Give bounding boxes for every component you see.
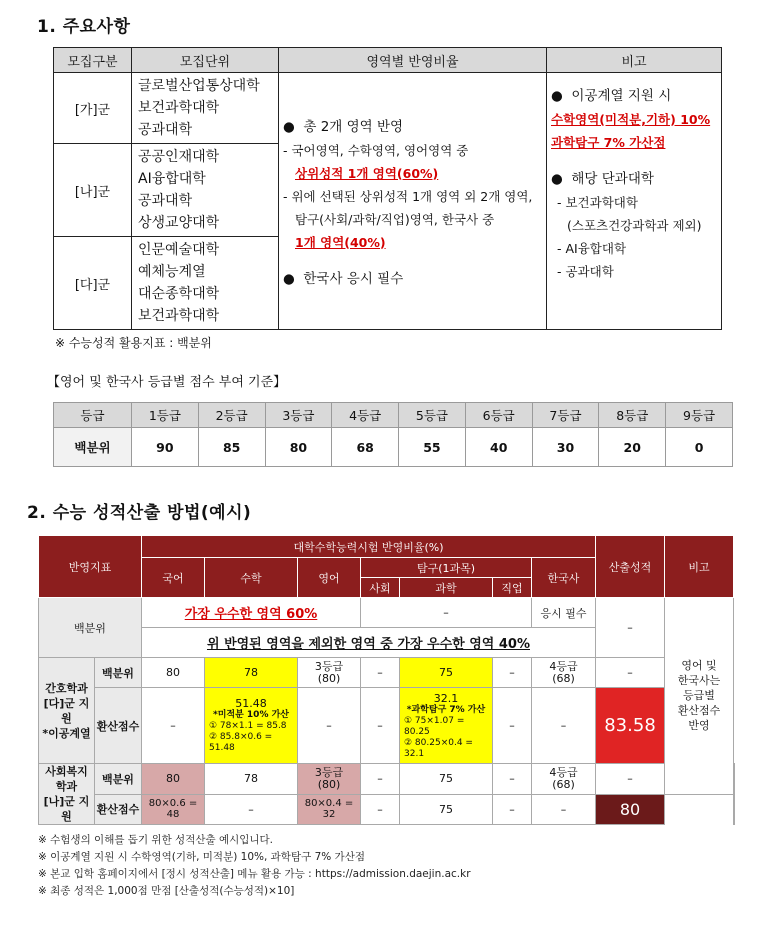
units-da: 인문예술대학 예체능계열 대순종학대학 보건과학대학 [132, 237, 279, 330]
header-group: 모집구분 [54, 48, 132, 73]
w-math: 78 [205, 764, 298, 795]
calc-table [38, 535, 735, 825]
n-hist: 4등급 (68) [532, 658, 596, 688]
units-ga: 글로벌산업통상대학 보건과학대학 공과대학 [132, 73, 279, 144]
grade-table [53, 402, 733, 467]
footnote-1: ※ 수험생의 이해를 돕기 위한 성적산출 예시입니다. [38, 834, 274, 846]
group-ga: [가]군 [54, 73, 132, 144]
nursing-label: 간호학과 [다]군 지원 *이공계열 [39, 658, 95, 764]
rate-cell: ● 총 2개 영역 반영 - 국어영역, 수학영역, 영어영역 중 상위성적 1개 영역(60%) - 위에 선택된 상위성적 1개 영역 외 2개 영역, 탐구(사회/과학/직업)영역, 한국사 중 1개 영역(40%) ● 한국사 응시 필수 [279, 73, 547, 330]
grade-value-4: 68 [332, 428, 399, 467]
footnote-2: ※ 이공계열 지원 시 수학영역(기하, 미적분) 10%, 과학탐구 7% 가산점 [38, 851, 365, 863]
w-eng-conv: 80×0.4 = 32 [298, 794, 361, 825]
history-req: 응시 필수 [532, 598, 596, 628]
n-eng-conv: – [298, 688, 361, 764]
h-korean: 국어 [142, 558, 205, 598]
w-pct-result: – [596, 764, 665, 795]
w-sci: 75 [400, 764, 493, 795]
w-social: – [361, 764, 400, 795]
n-kor-conv: – [142, 688, 205, 764]
section2-footnotes [38, 832, 471, 900]
w-math-conv: – [205, 794, 298, 825]
n-math-conv: 51.48 *미적분 10% 가산 ① 78×1.1 = 85.8 ② 85.8×0.6 = 51.48 [205, 688, 298, 764]
w-result: 80 [596, 794, 665, 825]
n-job-conv: – [493, 688, 532, 764]
note-cell: ● 이공계열 지원 시 수학영역(미적분,기하) 10% 과학탐구 7% 가산점 ● 해당 단과대학 - 보건과학대학 (스포츠건강과학과 제외) - AI융합대학 - 공과대학 [547, 73, 722, 330]
grades-title: 【영어 및 한국사 등급별 점수 부여 기준】 [47, 375, 287, 390]
grade-level-6: 6등급 [465, 403, 532, 428]
n-sci: 75 [400, 658, 493, 688]
grade-level-5: 5등급 [399, 403, 466, 428]
grade-value-5: 55 [399, 428, 466, 467]
section1-footnote: ※ 수능성적 활용지표 : 백분위 [55, 336, 212, 350]
welfare-label: 사회복지 학과 [나]군 지원 [39, 764, 95, 825]
h-history: 한국사 [532, 558, 596, 598]
grade-header: 등급 [54, 403, 132, 428]
best60: 가장 우수한 영역 60% [142, 598, 361, 628]
w-eng: 3등급 (80) [298, 764, 361, 795]
w-hist: 4등급 (68) [532, 764, 596, 795]
n-job: – [493, 658, 532, 688]
grade-value-9: 0 [666, 428, 733, 467]
best60-dash: – [361, 598, 532, 628]
section2-title: 2. 수능 성적산출 방법(예시) [27, 503, 252, 523]
h-note: 비고 [665, 536, 734, 598]
n-hist-conv: – [532, 688, 596, 764]
pct-result-dash: – [596, 598, 665, 658]
section1-title: 1. 주요사항 [37, 17, 131, 37]
grade-value-6: 40 [465, 428, 532, 467]
grade-value-8: 20 [599, 428, 666, 467]
note-text: 영어 및 한국사는 등급별 환산점수 반영 [665, 598, 734, 795]
welfare-pct-label: 백분위 [95, 764, 142, 795]
header-note: 비고 [547, 48, 722, 73]
grade-level-2: 2등급 [198, 403, 265, 428]
grade-level-8: 8등급 [599, 403, 666, 428]
grade-level-7: 7등급 [532, 403, 599, 428]
n-kor: 80 [142, 658, 205, 688]
h-inquiry: 탐구(1과목) [361, 558, 532, 578]
grade-value-2: 85 [198, 428, 265, 467]
nursing-conv-label: 환산점수 [95, 688, 142, 764]
w-hist-conv: – [532, 794, 596, 825]
h-math: 수학 [205, 558, 298, 598]
h-social: 사회 [361, 578, 400, 598]
w-job-conv: – [493, 794, 532, 825]
best40: 위 반영된 영역을 제외한 영역 중 가장 우수한 영역 40% [142, 628, 596, 658]
n-social: – [361, 658, 400, 688]
w-note-empty [734, 764, 735, 825]
main-info-table [53, 47, 722, 330]
grade-level-3: 3등급 [265, 403, 332, 428]
group-na: [나]군 [54, 144, 132, 237]
footnote-3: ※ 본교 입학 홈페이지에서 [정시 성적산출] 메뉴 활용 가능 : https://admission.daejin.ac.kr [38, 868, 471, 880]
grade-level-9: 9등급 [666, 403, 733, 428]
grade-value-1: 90 [132, 428, 199, 467]
welfare-conv-label: 환산점수 [95, 794, 142, 825]
h-english: 영어 [298, 558, 361, 598]
n-social-conv: – [361, 688, 400, 764]
header-unit: 모집단위 [132, 48, 279, 73]
header-rate: 영역별 반영비율 [279, 48, 547, 73]
grade-level-4: 4등급 [332, 403, 399, 428]
w-social-conv: – [361, 794, 400, 825]
grade-value-7: 30 [532, 428, 599, 467]
n-eng: 3등급 (80) [298, 658, 361, 688]
footnote-4: ※ 최종 성적은 1,000점 만점 [산출성적(수능성적)×10] [38, 885, 295, 897]
w-sci-conv: 75 [400, 794, 493, 825]
n-math: 78 [205, 658, 298, 688]
n-sci-conv: 32.1 *과학탐구 7% 가산 ① 75×1.07 = 80.25 ② 80.25×0.4 = 32.1 [400, 688, 493, 764]
w-kor-conv: 80×0.6 = 48 [142, 794, 205, 825]
h-result: 산출성적 [596, 536, 665, 598]
n-result: 83.58 [596, 688, 665, 764]
units-na: 공공인재대학 AI융합대학 공과대학 상생교양대학 [132, 144, 279, 237]
grade-level-1: 1등급 [132, 403, 199, 428]
w-job: – [493, 764, 532, 795]
pct-label: 백분위 [39, 598, 142, 658]
h-index: 반영지표 [39, 536, 142, 598]
group-da: [다]군 [54, 237, 132, 330]
n-pct-result: – [596, 658, 665, 688]
h-job: 직업 [493, 578, 532, 598]
h-main: 대학수학능력시험 반영비율(%) [142, 536, 596, 558]
grade-row-label: 백분위 [54, 428, 132, 467]
grade-value-3: 80 [265, 428, 332, 467]
w-kor: 80 [142, 764, 205, 795]
nursing-pct-label: 백분위 [95, 658, 142, 688]
h-science: 과학 [400, 578, 493, 598]
